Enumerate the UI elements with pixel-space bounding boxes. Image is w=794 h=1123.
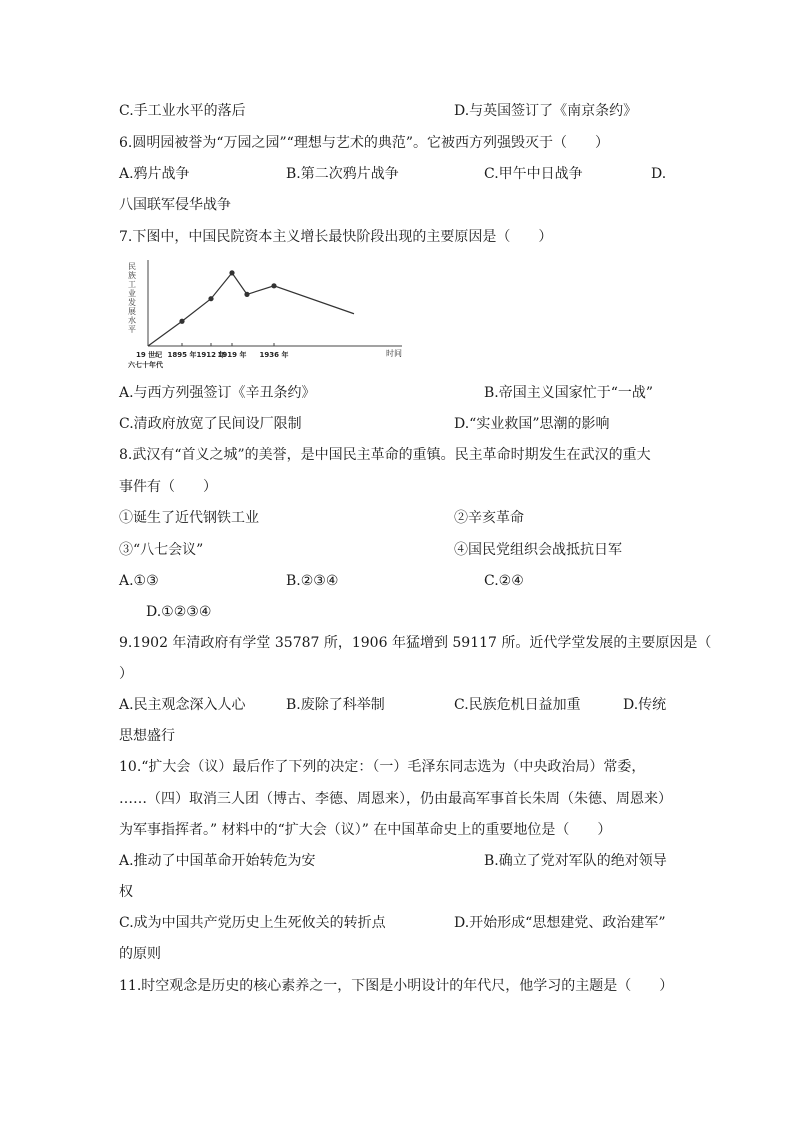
q10-option-a: A.推动了中国革命开始转危为安 xyxy=(119,853,316,869)
q10-stem-line1: 10.“扩大会（议）最后作了下列的决定：（一）毛泽东同志选为（中央政治局）常委， xyxy=(119,759,646,775)
q10-option-b-line2: 权 xyxy=(119,884,133,900)
q7-option-a: A.与西方列强签订《辛丑条约》 xyxy=(119,385,316,401)
q8-item-3: ③“八七会议” xyxy=(119,542,204,558)
q5-option-d: D.与英国签订了《南京条约》 xyxy=(454,103,638,119)
chart-x-axis-label: 时间 xyxy=(386,349,402,358)
q8-option-a: A.①③ xyxy=(119,573,159,589)
chart-ticks xyxy=(168,343,289,359)
q10-option-d-line1: D.开始形成“思想建党、政治建军” xyxy=(454,915,666,931)
q6-option-a: A.鸦片战争 xyxy=(119,166,190,182)
chart-origin-label-2: 六七十年代 xyxy=(128,361,163,369)
q9-option-d-label: D.传统 xyxy=(623,697,667,713)
q9-option-d-text: 思想盛行 xyxy=(119,728,175,744)
q8-stem-line1: 8.武汉有“首义之城”的美誉，是中国民主革命的重镇。民主革命时期发生在武汉的重大 xyxy=(119,447,651,463)
q11-stem: 11.时空观念是历史的核心素养之一，下图是小明设计的年代尺，他学习的主题是（ ） xyxy=(119,978,674,994)
q9-option-c: C.民族危机日益加重 xyxy=(454,697,581,713)
q9-stem-line1: 9.1902 年清政府有学堂 35787 所，1906 年猛增到 59117 所。近代学堂发展的主要原因是（ xyxy=(119,635,712,651)
chart-point-4 xyxy=(244,292,249,297)
q8-item-4: ④国民党组织会战抵抗日军 xyxy=(454,542,622,558)
chart-tick-label-3: 1919 年 xyxy=(217,351,247,359)
industry-development-chart xyxy=(116,254,416,370)
q6-option-d-text: 八国联军侵华战争 xyxy=(119,197,231,213)
chart-point-1 xyxy=(179,319,184,324)
chart-y-axis-label: 民族工业发展水平 xyxy=(127,262,137,334)
q8-item-2: ②辛亥革命 xyxy=(454,510,524,526)
q10-stem-line2: ……（四）取消三人团（博古、李德、周恩来），仍由最高军事首长朱周（朱德、周恩来） xyxy=(119,791,672,807)
q9-option-b: B.废除了科举制 xyxy=(286,697,385,713)
chart-origin-label-1: 19 世纪 xyxy=(136,351,163,359)
q6-stem: 6.圆明园被誉为“万园之园”“理想与艺术的典范”。它被西方列强毁灭于（ ） xyxy=(119,135,609,151)
chart-tick-label-1: 1895 年 xyxy=(167,351,197,359)
q10-option-d-line2: 的原则 xyxy=(119,946,161,962)
q8-stem-line2: 事件有（ ） xyxy=(119,479,217,495)
q7-option-c: C.清政府放宽了民间设厂限制 xyxy=(119,416,302,432)
q9-option-a: A.民主观念深入人心 xyxy=(119,697,246,713)
q6-option-c: C.甲午中日战争 xyxy=(484,166,583,182)
chart-point-3 xyxy=(229,270,234,275)
q7-option-b: B.帝国主义国家忙于“一战” xyxy=(484,385,654,401)
q8-option-c: C.②④ xyxy=(484,573,524,589)
chart-point-5 xyxy=(271,283,276,288)
chart-tick-label-2: 1912 年 xyxy=(196,351,226,359)
chart-tick-label-4: 1936 年 xyxy=(259,351,289,359)
q6-option-b: B.第二次鸦片战争 xyxy=(286,166,399,182)
q7-stem: 7.下图中，中国民院资本主义增长最快阶段出现的主要原因是（ ） xyxy=(119,229,553,245)
chart-axes xyxy=(148,260,402,346)
q7-option-d: D.“实业救国”思潮的影响 xyxy=(454,416,610,432)
q9-stem-line2: ） xyxy=(119,666,133,682)
q8-option-d: D.①②③④ xyxy=(146,604,212,620)
chart-series-line xyxy=(148,273,354,346)
q8-item-1: ①诞生了近代钢铁工业 xyxy=(119,510,259,526)
q10-option-b-line1: B.确立了党对军队的绝对领导 xyxy=(484,853,667,869)
chart-point-2 xyxy=(208,296,213,301)
q5-option-c: C.手工业水平的落后 xyxy=(119,103,246,119)
q8-option-b: B.②③④ xyxy=(286,573,339,589)
q10-option-c: C.成为中国共产党历史上生死攸关的转折点 xyxy=(119,915,386,931)
q10-stem-line3: 为军事指挥者。” 材料中的“扩大会（议）” 在中国革命史上的重要地位是（ ） xyxy=(119,822,612,838)
q6-option-d-label: D. xyxy=(651,166,667,182)
